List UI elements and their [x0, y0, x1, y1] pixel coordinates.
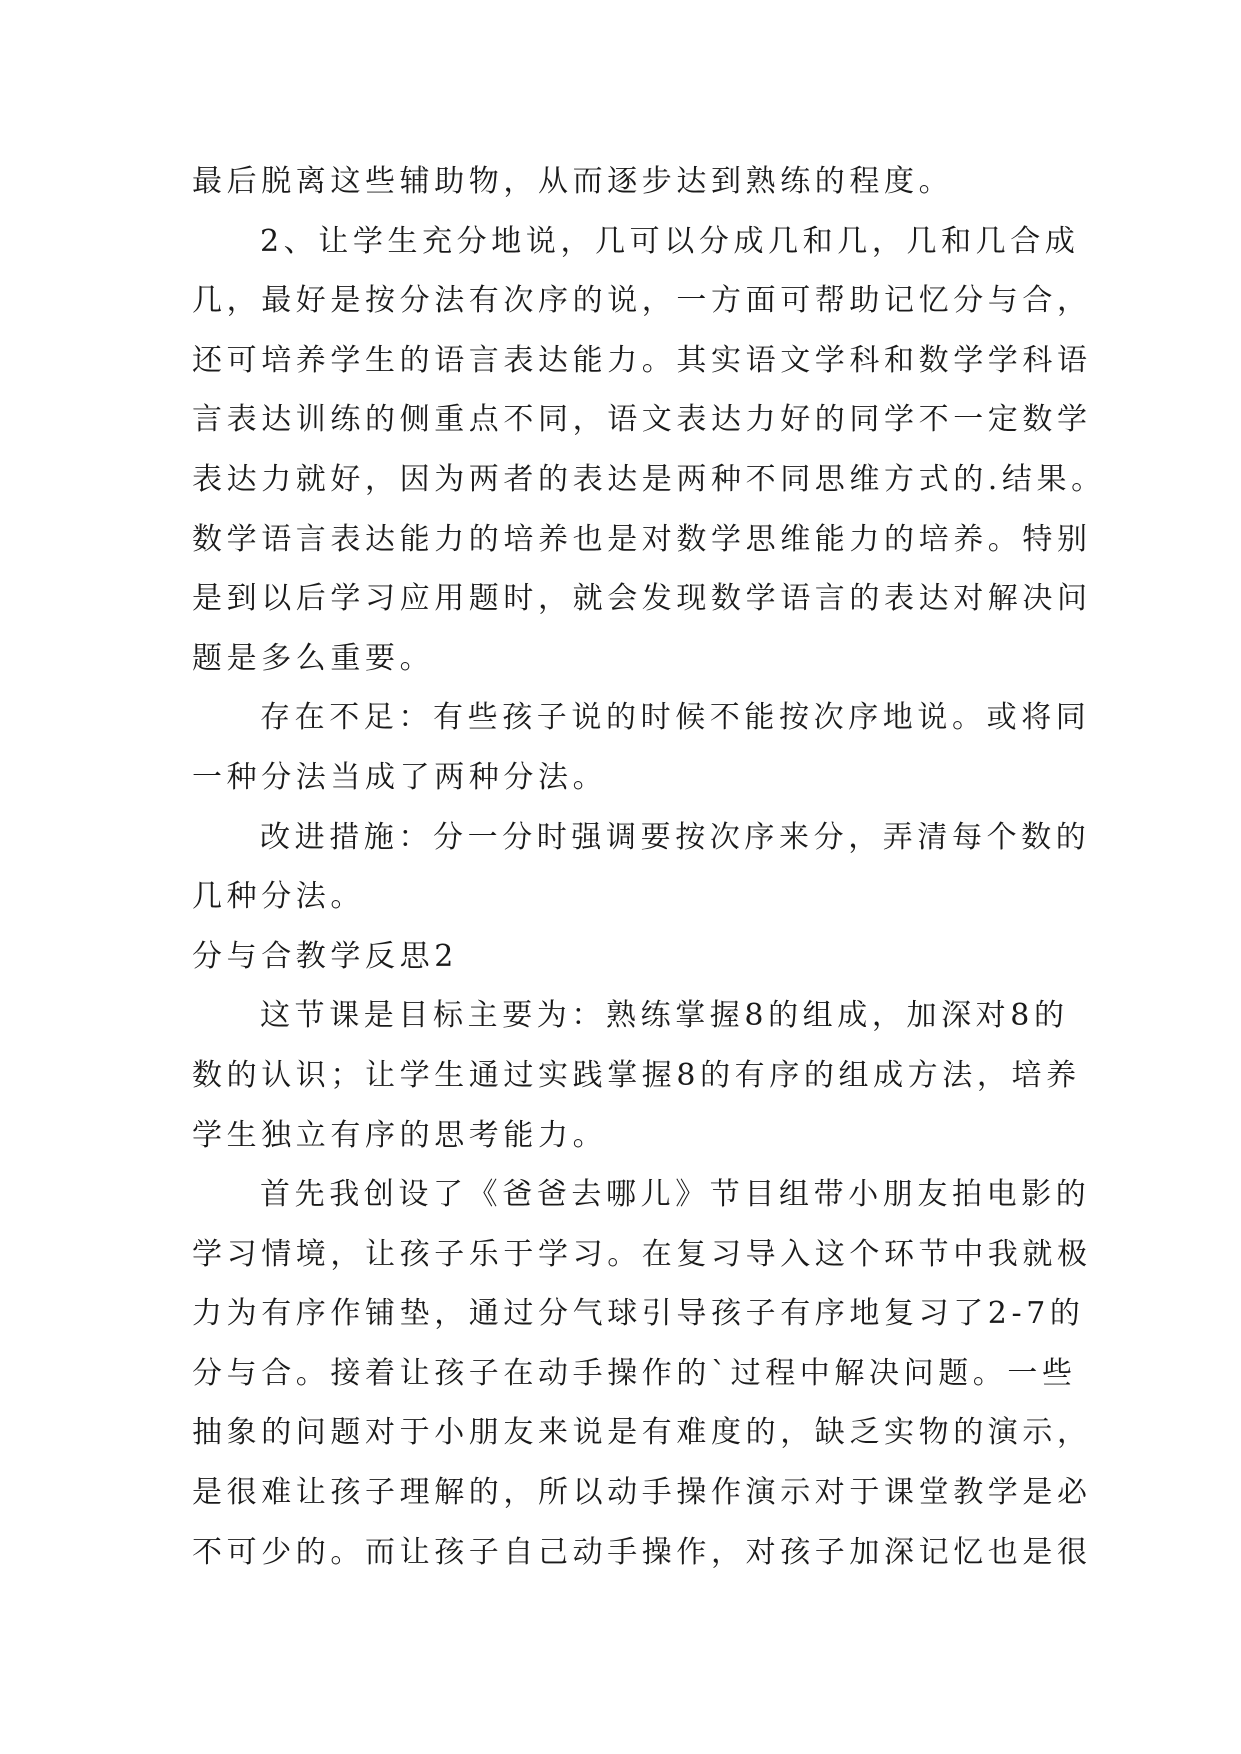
text-line: 表达力就好，因为两者的表达是两种不同思维方式的.结果。	[192, 461, 1106, 497]
text-line: 分与合。接着让孩子在动手操作的`过程中解决问题。一些	[192, 1355, 1077, 1391]
paragraph-first-line: 存在不足：有些孩子说的时候不能按次序地说。或将同	[260, 700, 1091, 736]
text-line: 是到以后学习应用题时，就会发现数学语言的表达对解决问	[192, 581, 1092, 617]
text-line: 言表达训练的侧重点不同，语文表达力好的同学不一定数学	[192, 402, 1092, 438]
text-line: 题是多么重要。	[192, 640, 435, 676]
text-line: 最后脱离这些辅助物，从而逐步达到熟练的程度。	[192, 164, 954, 199]
section-heading: 分与合教学反思2	[192, 938, 458, 974]
document-page	[192, 152, 1106, 1582]
paragraph-first-line: 2、让学生充分地说，几可以分成几和几，几和几合成	[260, 223, 1080, 259]
text-line: 不可少的。而让孩子自己动手操作，对孩子加深记忆也是很	[192, 1534, 1092, 1570]
text-line: 几种分法。	[192, 879, 365, 915]
text-line: 还可培养学生的语言表达能力。其实语文学科和数学学科语	[192, 342, 1092, 378]
text-line: 几，最好是按分法有次序的说，一方面可帮助记忆分与合，	[192, 283, 1092, 319]
text-line: 是很难让孩子理解的，所以动手操作演示对于课堂教学是必	[192, 1475, 1092, 1511]
paragraph-first-line: 这节课是目标主要为：熟练掌握8的组成，加深对8的	[260, 998, 1069, 1034]
text-line: 学习情境，让孩子乐于学习。在复习导入这个环节中我就极	[192, 1236, 1092, 1272]
text-line: 数的认识；让学生通过实践掌握8的有序的组成方法，培养	[192, 1057, 1081, 1093]
text-line: 力为有序作铺垫，通过分气球引导孩子有序地复习了2-7的	[192, 1296, 1085, 1332]
paragraph-first-line: 首先我创设了《爸爸去哪儿》节目组带小朋友拍电影的	[260, 1177, 1091, 1213]
text-line: 一种分法当成了两种分法。	[192, 759, 608, 795]
text-line: 数学语言表达能力的培养也是对数学思维能力的培养。特别	[192, 521, 1092, 557]
paragraph-first-line: 改进措施：分一分时强调要按次序来分，弄清每个数的	[260, 819, 1091, 855]
text-line: 学生独立有序的思考能力。	[192, 1117, 608, 1153]
text-line: 抽象的问题对于小朋友来说是有难度的，缺乏实物的演示，	[192, 1415, 1092, 1451]
